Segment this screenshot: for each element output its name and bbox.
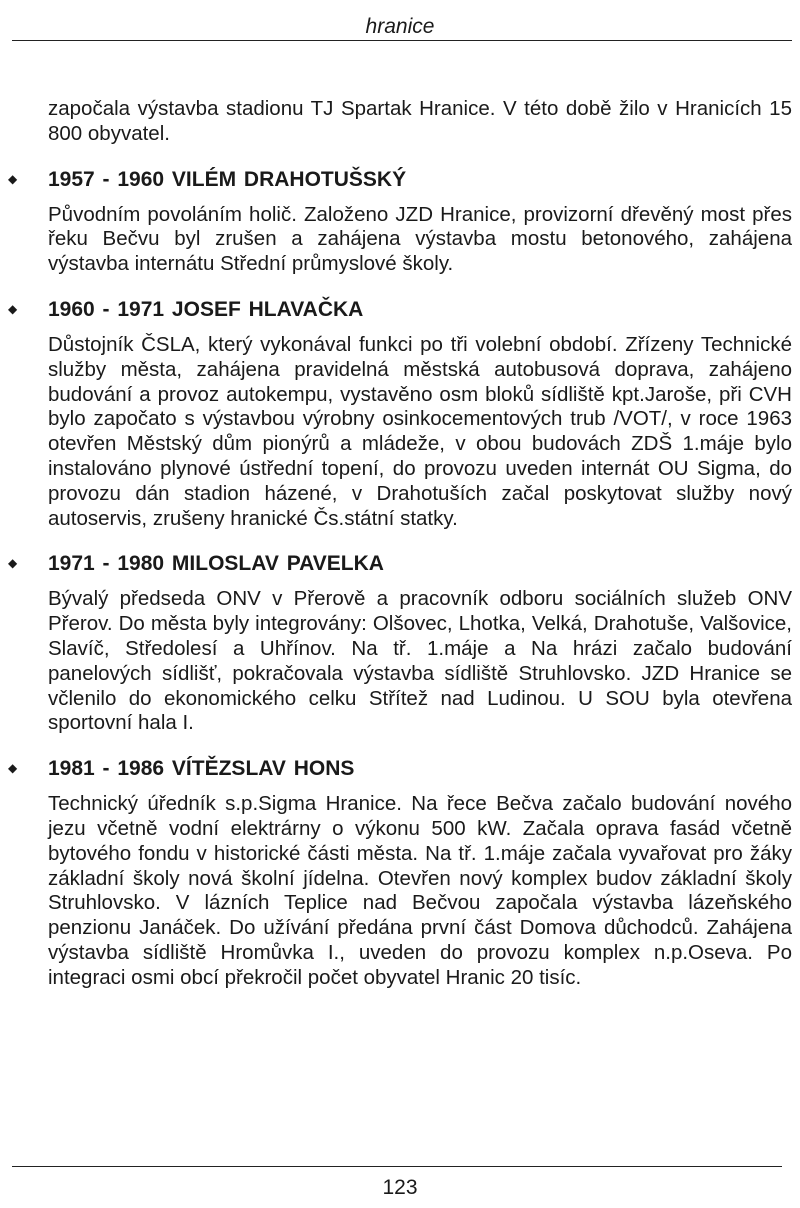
diamond-bullet-icon: ◆ (8, 171, 18, 186)
diamond-bullet-icon: ◆ (8, 301, 18, 316)
page-number: 123 (382, 1176, 418, 1199)
section-pavelka (8, 551, 792, 736)
running-title: hranice (365, 15, 435, 38)
footer-rule (12, 1166, 782, 1167)
section-heading: 1981 - 1986 VÍTĚZSLAV HONS (48, 757, 355, 781)
diamond-bullet-icon: ◆ (8, 556, 18, 571)
diamond-bullet-icon: ◆ (8, 761, 18, 776)
section-heading: 1971 - 1980 MILOSLAV PAVELKA (48, 552, 384, 576)
page-content (8, 97, 792, 991)
section-paragraph: Bývalý předseda ONV v Přerově a pracovník odboru sociálních služeb ONV Přerov. Do města byly integrovány: Olšovec, Lhotka, Velká, Drahotuše, Valšovice, Slavíč, Středolesí a Uhřínov. Na tř. 1.máje a Na hrázi začalo budování panelových sídlišť, pokračovala výstavba sídliště Struhlovsko. JZD Hranice se včlenilo do ekonomického celku Střítež nad Ludinou. U SOU byla otevřena sportovní hala I. (48, 587, 792, 735)
section-heading: 1960 - 1971 JOSEF HLAVAČKA (48, 297, 364, 321)
intro-paragraph: započala výstavba stadionu TJ Spartak Hranice. V této době žilo v Hranicích 15 800 obyvatel. (48, 97, 792, 145)
section-paragraph: Původním povoláním holič. Založeno JZD Hranice, provizorní dřevěný most přes řeku Bečvu byl zrušen a zahájena výstavba mostu betonového, zahájena výstavba internátu Střední průmyslové školy. (48, 202, 792, 276)
section-hlavacka (8, 297, 792, 531)
section-paragraph: Technický úředník s.p.Sigma Hranice. Na řece Bečva začalo budování nového jezu včetně vodní elektrárny o výkonu 500 kW. Začala oprava fasád včetně bytového fondu v historické části města. Na tř. 1.máje začala vyvařovat pro žáky základní školy nová školní jídelna. Otevřen nový komplex budov základní školy Struhlovsko. V lázních Teplice nad Bečvou započala výstavba lázeňského penzionu Janáček. Do užívání předána první část Domova důchodců. Zahájena výstavba sídliště Hromůvka I., uveden do provozu komplex n.p.Oseva. Po integraci osmi obcí překročil počet obyvatel Hranic 20 tisíc. (48, 792, 792, 989)
section-hons (8, 756, 792, 990)
header-rule (12, 40, 792, 41)
section-heading: 1957 - 1960 VILÉM DRAHOTUŠSKÝ (48, 167, 407, 191)
section-drahotussky (8, 167, 792, 277)
section-paragraph: Důstojník ČSLA, který vykonával funkci po tři volební období. Zřízeny Technické služby města, zahájena pravidelná městská autobusová doprava, zahájeno budování a provoz autokempu, vystavěno osm bloků sídliště kpt.Jaroše, při CVH bylo započato s výstavbou výrobny osinkocementových trub /VOT/, v roce 1963 otevřen Městský dům pionýrů a mládeže, v obou budovách ZDŠ 1.máje bylo instalováno plynové ústřední topení, do provozu uveden internát OU Sigma, do provozu dán stadion házené, v Drahotuších začal poskytovat služby nový autoservis, zrušeny hranické Čs.státní statky. (48, 332, 792, 530)
